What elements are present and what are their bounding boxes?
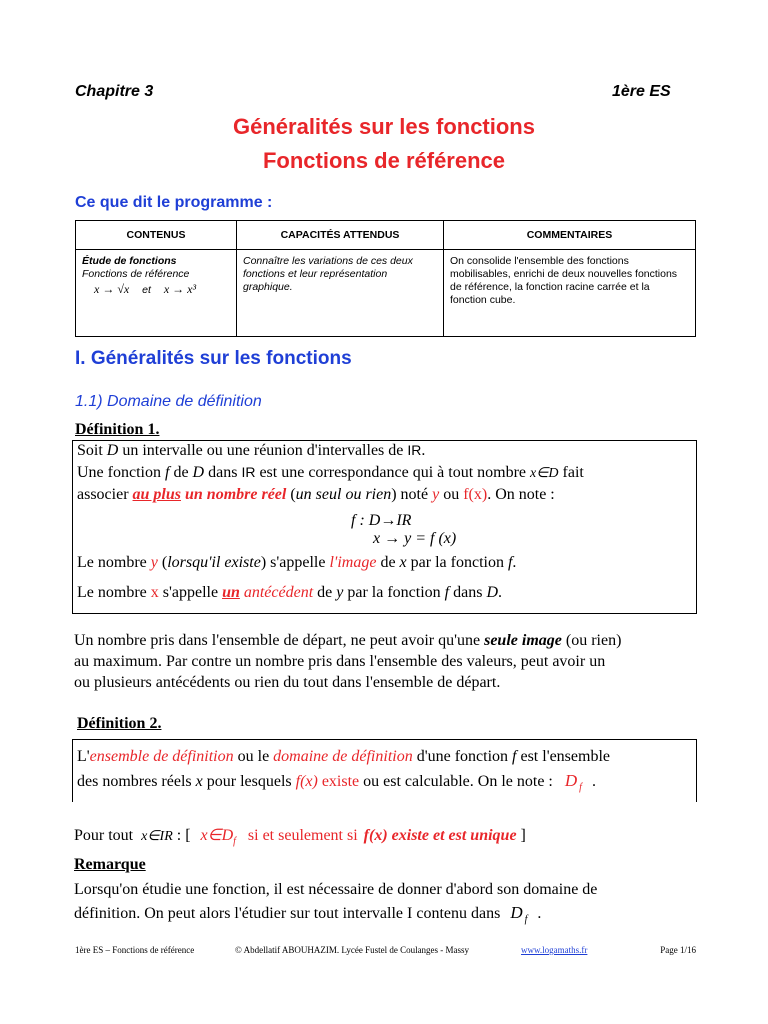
section-title: I. Généralités sur les fonctions	[75, 348, 352, 369]
programme-heading: Ce que dit le programme :	[75, 194, 273, 211]
def1-formula-1: f : D→IR	[351, 512, 412, 529]
def1-line1: Soit D un intervalle ou une réunion d'intervalles de IR.	[77, 442, 426, 459]
formula-sqrt: x → √x	[94, 282, 130, 296]
definition-1-title: Définition 1.	[75, 421, 160, 438]
def2-line1: L'ensemble de définition ou le domaine de définition d'une fonction f est l'ensemble	[77, 748, 610, 765]
def1-line4: Le nombre y (lorsqu'il existe) s'appelle l'image de x par la fonction f.	[77, 554, 517, 571]
chapter-label: Chapitre 3	[75, 83, 154, 100]
footer-author: © Abdellatif ABOUHAZIM. Lycée Fustel de Coulanges - Massy	[235, 945, 470, 955]
cell-contenus	[76, 250, 237, 337]
def1-line2: Une fonction f de D dans IR est une correspondance qui à tout nombre x∈D fait	[77, 464, 584, 481]
column-header: CAPACITÉS ATTENDUS	[237, 221, 444, 250]
footer-course: 1ère ES – Fonctions de référence	[75, 945, 195, 955]
remarque-line: définition. On peut alors l'étudier sur tout intervalle I contenu dans D $_f$ .	[74, 903, 542, 925]
table-row	[76, 250, 696, 337]
formula-et: et	[142, 284, 151, 296]
remarque-line: Lorsqu'on étudie une fonction, il est nécessaire de donner d'abord son domaine de	[74, 881, 598, 898]
def2-line2: des nombres réels x pour lesquels f(x) existe ou est calculable. On le note : D $_f$ .	[77, 771, 596, 793]
page-title: Généralités sur les fonctions	[233, 114, 535, 139]
contenus-formulas	[82, 283, 230, 297]
def1-line3: associer au plus un nombre réel (un seul ou rien) noté y ou f(x). On note :	[77, 486, 555, 503]
remarque-title: Remarque	[74, 856, 146, 873]
page-subtitle: Fonctions de référence	[262, 148, 506, 173]
cell-commentaires: On consolide l'ensemble des fonctions mobilisables, enrichi de deux nouvelles fonctions de référence, la fonction racine carrée et la fonction cube.	[444, 250, 696, 337]
table-header-row	[76, 221, 696, 250]
programme-table	[75, 220, 696, 337]
definition-1-box	[72, 440, 697, 614]
page-number: Page 1/16	[660, 945, 696, 955]
paragraph-line: Un nombre pris dans l'ensemble de départ, ne peut avoir qu'une seule image (ou rien)	[74, 632, 622, 649]
def1-formula-2: x → y = f (x)	[373, 530, 457, 547]
def1-line5: Le nombre x s'appelle un antécédent de y par la fonction f dans D.	[77, 584, 503, 601]
formula-cube: x → x³	[163, 282, 197, 296]
definition-2-box	[72, 739, 697, 802]
contenus-title: Étude de fonctions	[82, 255, 177, 267]
subsection-title: 1.1) Domaine de définition	[75, 393, 262, 410]
column-header: COMMENTAIRES	[444, 221, 696, 250]
contenus-subtitle: Fonctions de référence	[82, 268, 190, 280]
definition-2-title: Définition 2.	[77, 715, 162, 732]
footer-link[interactable]: www.logamaths.fr	[521, 945, 588, 955]
paragraph-line: ou plusieurs antécédents ou rien du tout dans l'ensemble de départ.	[74, 674, 501, 691]
paragraph-line: au maximum. Par contre un nombre pris dans l'ensemble des valeurs, peut avoir un	[74, 653, 606, 670]
pourtout-line: Pour tout x∈IR : [ $x\in D_f$ si et seulement si f(x) existe et est unique ]	[74, 827, 526, 847]
cell-capacites: Connaître les variations de ces deux fonctions et leur représentation graphique.	[237, 250, 444, 337]
level-label: 1ère ES	[612, 83, 671, 100]
column-header: CONTENUS	[76, 221, 237, 250]
